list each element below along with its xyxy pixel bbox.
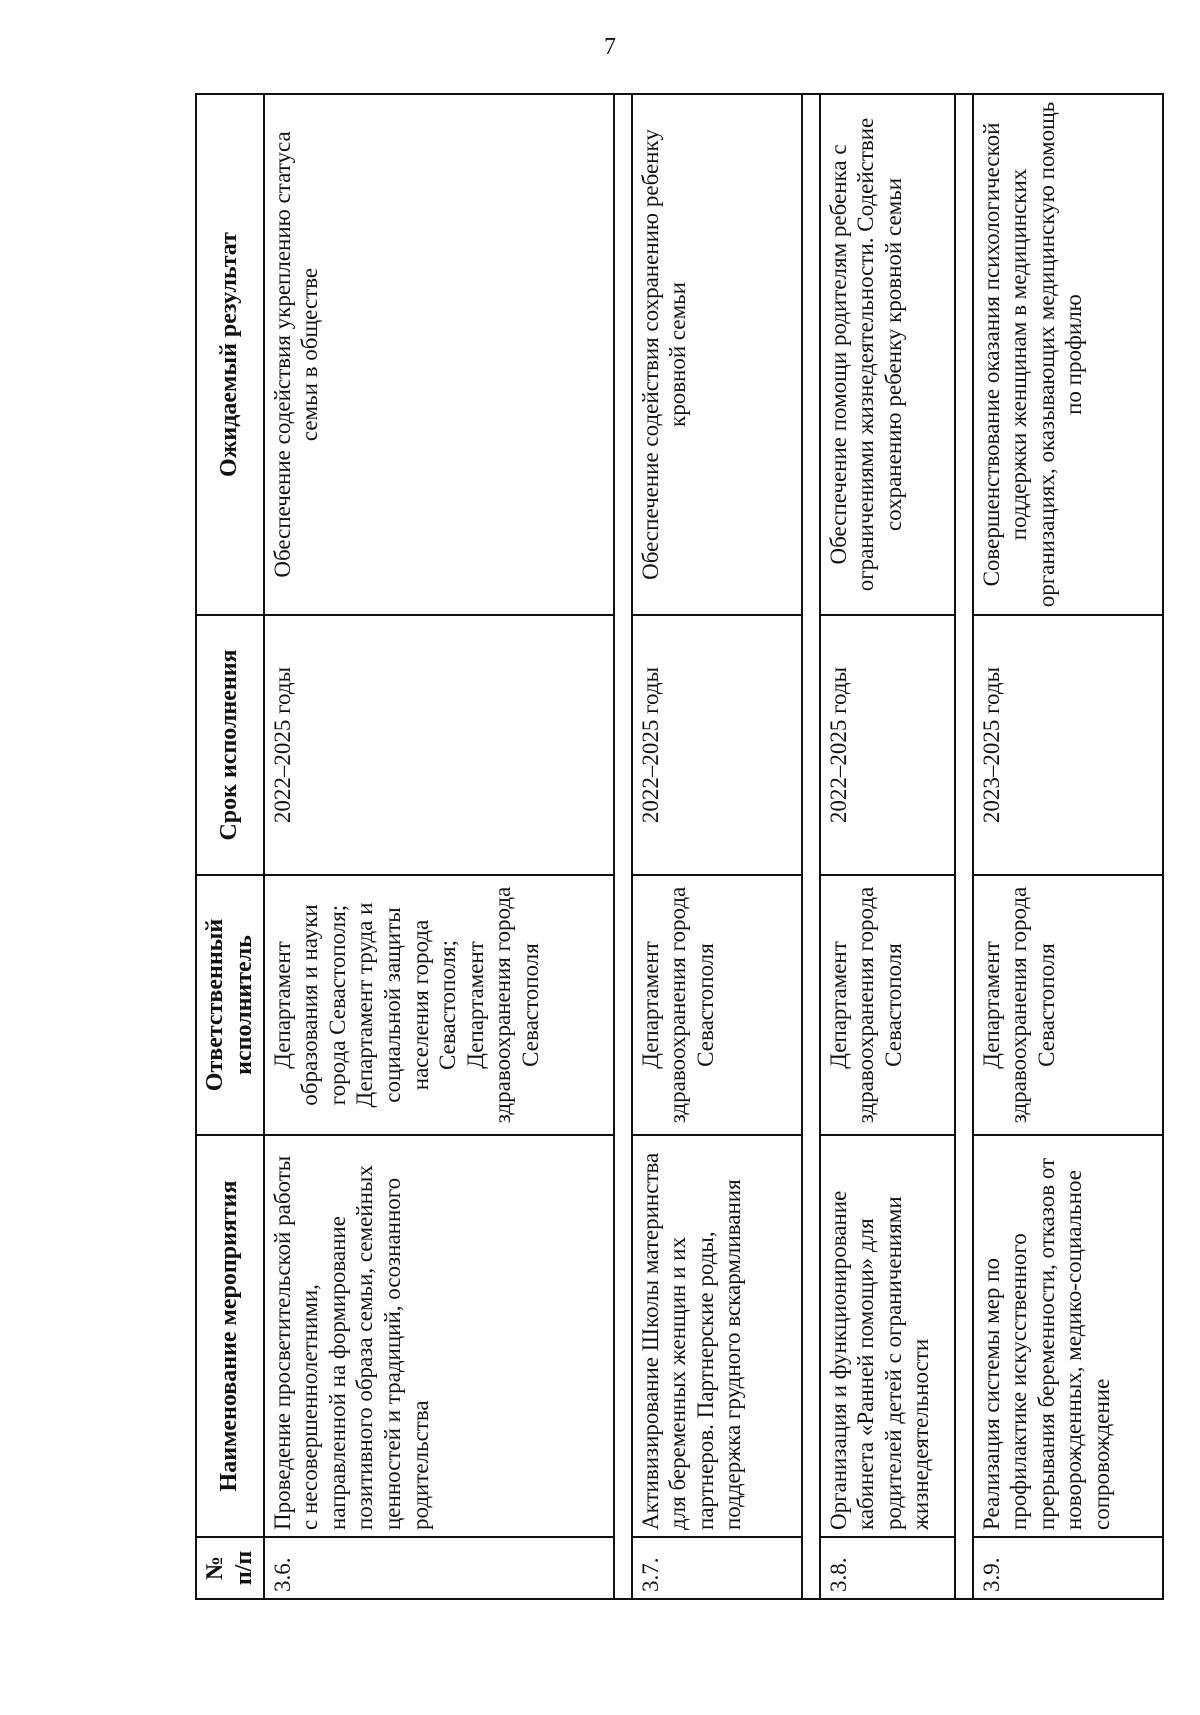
row-num: 3.7. [632, 1537, 802, 1599]
header-term: Срок исполнения [196, 615, 264, 875]
action-plan-table [195, 93, 1164, 1600]
row-name: Проведение просветительской работы с несовершеннолетними, направленной на формирование позитивного образа семьи, семейных ценностей и традиций, осознанного родительства [264, 1135, 614, 1537]
row-name: Организация и функционирование кабинета «Ранней помощи» для родителей детей с ограничениями жизнедеятельности [820, 1135, 955, 1537]
table-header-row [196, 94, 264, 1599]
row-name: Реализация системы мер по профилактике искусственного прерывания беременности, отказов от новорожденных, медико-социальное сопровождение [973, 1135, 1163, 1537]
row-num: 3.8. [820, 1537, 955, 1599]
row-executor: Департамент здравоохранения города Севастополя [973, 875, 1163, 1135]
row-term: 2023–2025 годы [973, 615, 1163, 875]
row-result: Обеспечение содействия укреплению статуса семьи в обществе [264, 94, 614, 615]
row-term: 2022–2025 годы [264, 615, 614, 875]
table-row [264, 94, 614, 1599]
row-num: 3.6. [264, 1537, 614, 1599]
row-gap [955, 94, 973, 1599]
header-name: Наименование мероприятия [196, 1135, 264, 1537]
row-term: 2022–2025 годы [820, 615, 955, 875]
rotated-table-wrapper [195, 95, 1114, 1600]
row-result: Совершенствование оказания психологической поддержки женщинам в медицинских организациях, оказывающих медицинскую помощь по профилю [973, 94, 1163, 615]
row-result: Обеспечение содействия сохранению ребенку кровной семьи [632, 94, 802, 615]
row-gap [614, 94, 632, 1599]
row-num: 3.9. [973, 1537, 1163, 1599]
row-executor: Департамент здравоохранения города Севастополя [632, 875, 802, 1135]
row-gap [802, 94, 820, 1599]
page-number: 7 [604, 34, 616, 60]
table-row [820, 94, 955, 1599]
header-num: № п/п [196, 1537, 264, 1599]
header-executor: Ответственный исполнитель [196, 875, 264, 1135]
table-row [973, 94, 1163, 1599]
row-executor: Департамент образования и науки города Севастополя; Департамент труда и социальной защиты населения города Севастополя; Департамент здравоохранения города Севастополя [264, 875, 614, 1135]
row-result: Обеспечение помощи родителям ребенка с ограничениями жизнедеятельности. Содействие сохранению ребенку кровной семьи [820, 94, 955, 615]
row-executor: Департамент здравоохранения города Севастополя [820, 875, 955, 1135]
table-row [632, 94, 802, 1599]
row-name: Активизирование Школы материнства для беременных женщин и их партнеров. Партнерские роды, поддержка грудного вскармливания [632, 1135, 802, 1537]
header-result: Ожидаемый результат [196, 94, 264, 615]
row-term: 2022–2025 годы [632, 615, 802, 875]
